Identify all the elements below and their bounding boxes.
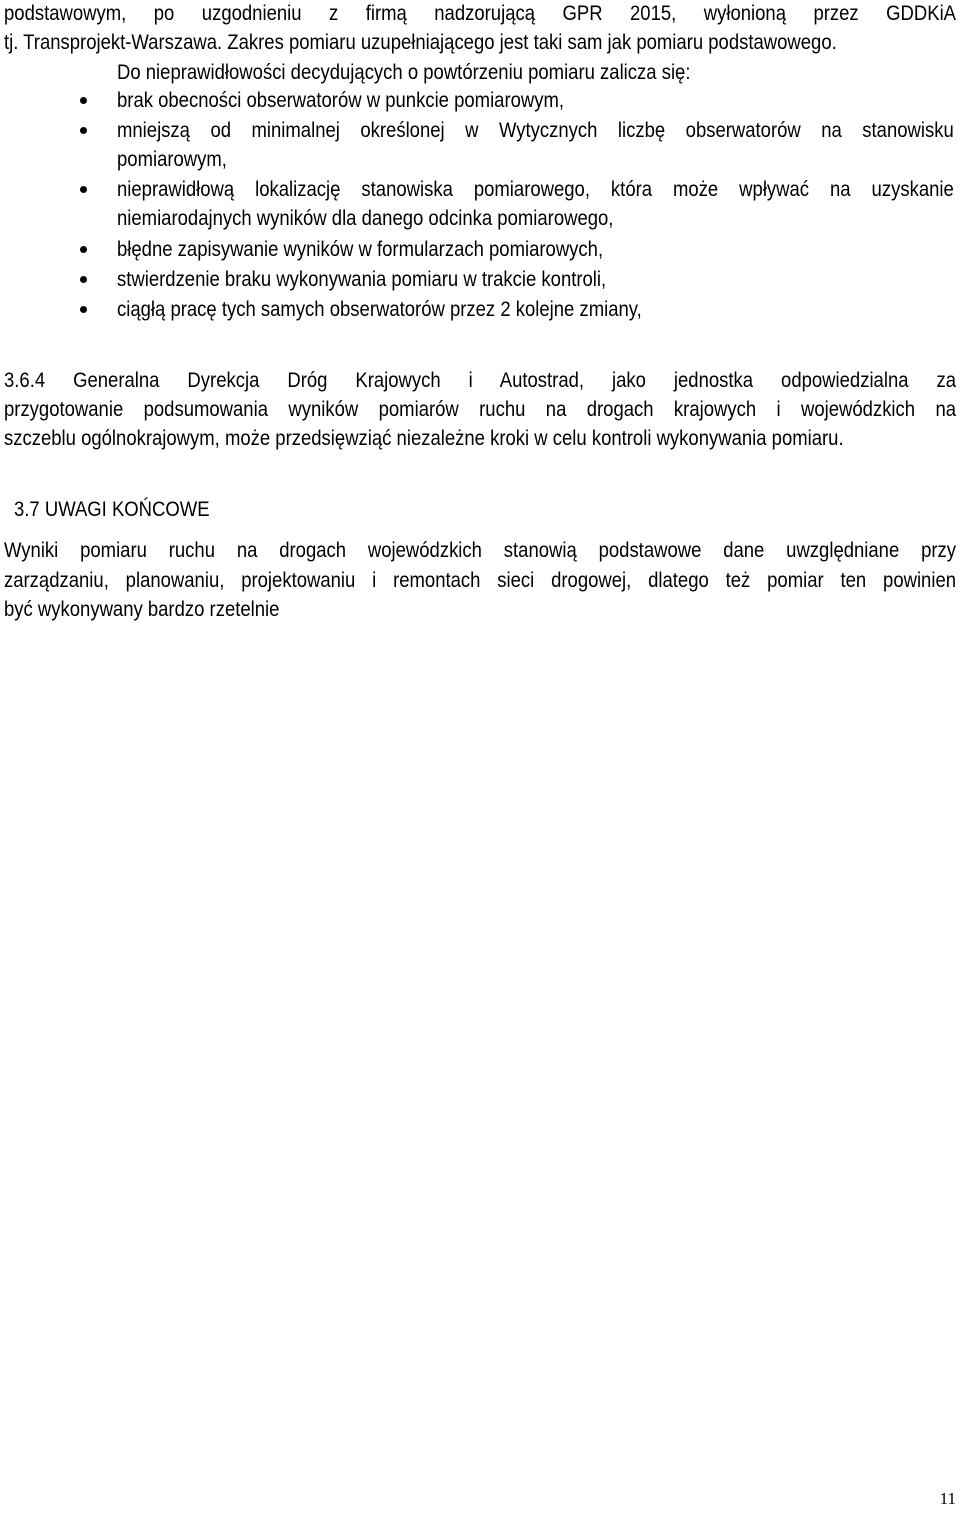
- paragraph-line: podstawowym, po uzgodnieniu z firmą nadzorującą GPR 2015, wyłonioną przez GDDKiA: [4, 1, 957, 25]
- list-item-text: pomiarowym,: [117, 147, 227, 171]
- bullet-icon: [80, 246, 87, 253]
- list-item-text: brak obecności obserwatorów w punkcie pomiarowym,: [117, 88, 565, 112]
- list-item-text: nieprawidłową lokalizację stanowiska pomiarowego, która może wpływać na uzyskanie: [117, 177, 954, 201]
- paragraph-line: przygotowanie podsumowania wyników pomiarów ruchu na drogach krajowych i wojewódzkich na: [4, 397, 957, 421]
- list-item-text: błędne zapisywanie wyników w formularzach pomiarowych,: [117, 237, 604, 261]
- paragraph-line: tj. Transprojekt-Warszawa. Zakres pomiaru uzupełniającego jest taki sam jak pomiaru podstawowego.: [4, 30, 837, 54]
- bullet-icon: [80, 186, 87, 193]
- list-item: [0, 86, 960, 115]
- paragraph-line: 3.6.4 Generalna Dyrekcja Dróg Krajowych i Autostrad, jako jednostka odpowiedzialna za: [4, 368, 957, 392]
- list-intro: Do nieprawidłowości decydujących o powtórzeniu pomiaru zalicza się:: [117, 60, 691, 84]
- paragraph-line: szczeblu ogólnokrajowym, może przedsięwziąć niezależne kroki w celu kontroli wykonywania pomiaru.: [4, 426, 844, 450]
- section-heading: 3.7 UWAGI KOŃCOWE: [14, 497, 210, 521]
- list-item-text: niemiarodajnych wyników dla danego odcinka pomiarowego,: [117, 206, 614, 230]
- list-item-text: stwierdzenie braku wykonywania pomiaru w trakcie kontroli,: [117, 267, 607, 291]
- bullet-icon: [80, 97, 87, 104]
- paragraph-line: Wyniki pomiaru ruchu na drogach wojewódzkich stanowią podstawowe dane uwzględniane przy: [4, 538, 957, 562]
- bullet-icon: [80, 276, 87, 283]
- list-item-text: ciągłą pracę tych samych obserwatorów przez 2 kolejne zmiany,: [117, 297, 642, 321]
- paragraph-line: być wykonywany bardzo rzetelnie: [4, 597, 280, 621]
- list-item: [0, 235, 960, 264]
- paragraph-line: zarządzaniu, planowaniu, projektowaniu i remontach sieci drogowej, dlatego też pomiar ten powinien: [4, 568, 957, 592]
- list-item: [0, 265, 960, 294]
- list-item: [0, 175, 960, 233]
- bullet-icon: [80, 306, 87, 313]
- page-number: 11: [939, 1489, 956, 1508]
- bullet-icon: [80, 127, 87, 134]
- list-item-text: mniejszą od minimalnej określonej w Wytycznych liczbę obserwatorów na stanowisku: [117, 118, 954, 142]
- list-item: [0, 295, 960, 324]
- list-item: [0, 116, 960, 174]
